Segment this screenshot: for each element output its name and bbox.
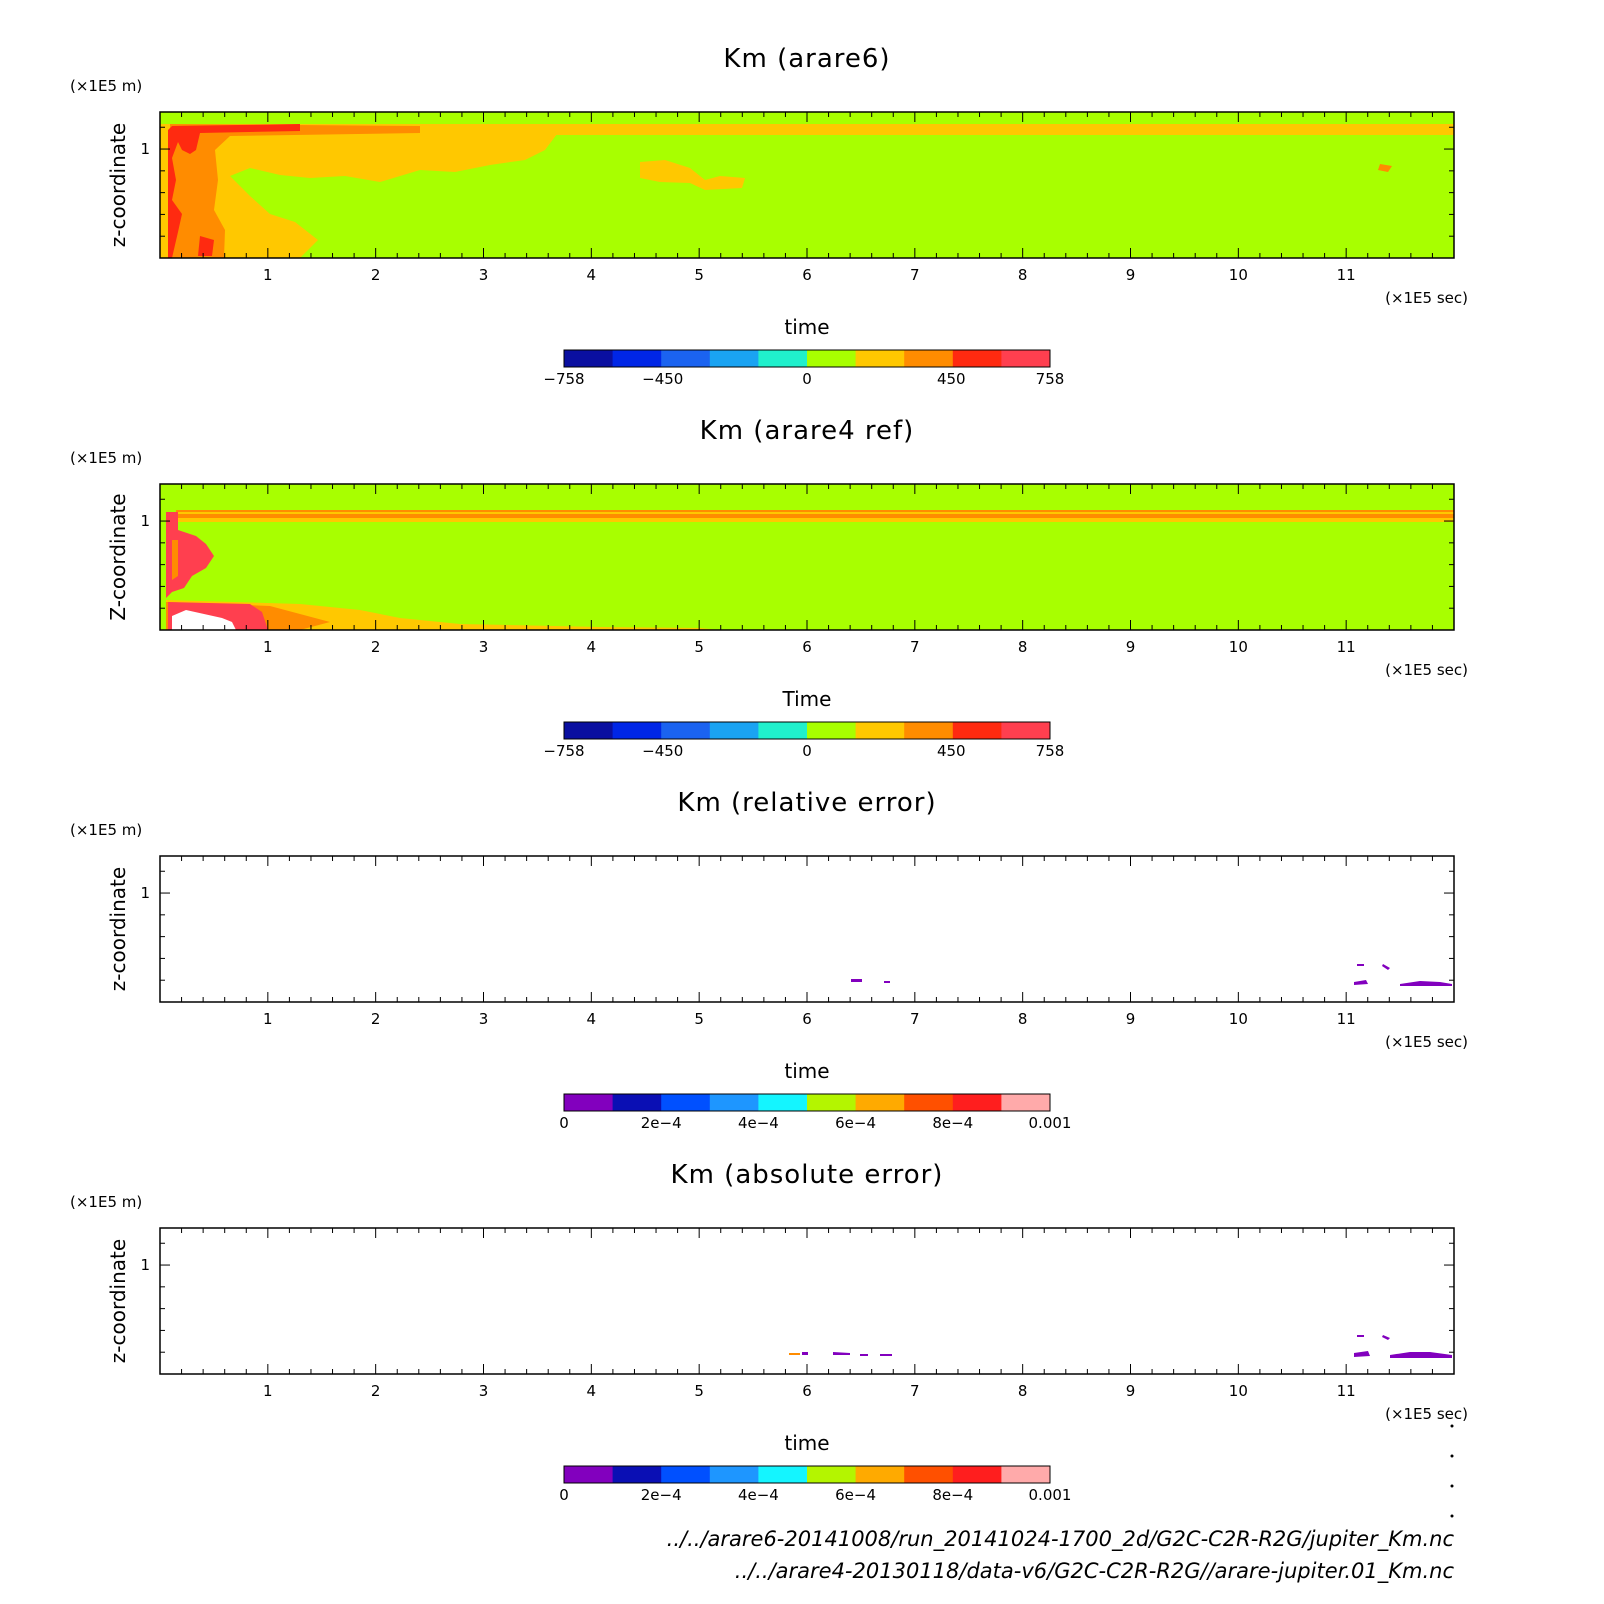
x-tick-label: 1 [263,1010,273,1028]
x-axis-label: time [784,315,830,339]
x-tick-label: 6 [802,638,812,656]
colorbar-tick-label: 758 [1035,742,1065,760]
colorbar-segment [661,1094,710,1111]
colorbar-segment [564,1094,613,1111]
x-tick-label: 2 [370,638,381,656]
y-tick-label: 1 [140,884,150,903]
colorbar-segment [564,722,613,739]
field-background [160,484,1454,630]
file-path-arare6: ../../arare6-20141008/run_20141024-1700_2d/G2C-C2R-R2G/jupiter_Km.nc [666,1527,1454,1551]
y-axis-label: z-coordinate [106,122,130,248]
x-tick-label: 10 [1228,266,1248,284]
colorbar-segment [613,1094,662,1111]
x-tick-label: 5 [694,1382,704,1400]
x-tick-label: 5 [694,1010,704,1028]
panel-arare4-ref [70,416,1468,760]
x-tick-label: 7 [910,266,920,284]
x-tick-label: 9 [1125,1382,1136,1400]
x-tick-label: 1 [263,638,273,656]
x-tick-label: 9 [1125,638,1136,656]
colorbar-segment [564,1466,613,1483]
colorbar-segment [613,350,662,367]
colorbar-tick-label: −758 [543,742,585,760]
x-unit-label: (×1E5 sec) [1385,1033,1468,1051]
colorbar-tick-label: 8e−4 [932,1114,974,1132]
colorbar [543,350,1064,388]
heatmap-field [160,484,1454,630]
x-tick-label: 1 [263,1382,273,1400]
colorbar-segment [953,1466,1002,1483]
colorbar-tick-label: 758 [1035,370,1065,388]
field-band-upper [176,510,1454,512]
y-tick-label: 1 [140,140,150,159]
y-unit-label: (×1E5 m) [70,1193,143,1211]
colorbar-tick-label: 450 [936,370,966,388]
x-tick-label: 8 [1017,266,1028,284]
x-tick-labels [263,1010,1356,1028]
x-tick-label: 10 [1228,638,1248,656]
colorbar-segment [710,1094,759,1111]
colorbar-tick-label: 0 [559,1486,569,1504]
colorbar-segment [1001,1466,1050,1483]
colorbar-tick-label: 0.001 [1028,1114,1072,1132]
heatmap-field [160,1228,1454,1374]
error-speck [1357,964,1364,966]
panel-absolute-error [70,1160,1468,1504]
colorbar-segment [564,350,613,367]
colorbar-segment [661,350,710,367]
y-tick-labels [140,884,150,902]
colorbar-segment [758,722,807,739]
x-tick-label: 5 [694,638,704,656]
x-unit-label: (×1E5 sec) [1385,289,1468,307]
heatmap-field [160,112,1454,258]
x-tick-label: 4 [586,266,597,284]
error-speck [1357,1335,1364,1337]
panel-title: Km (relative error) [677,788,937,818]
x-tick-label: 6 [802,266,812,284]
colorbar-segment [856,1466,905,1483]
y-axis-label: Z-coordinate [106,493,130,621]
colorbar-tick-label: −450 [642,742,684,760]
colorbar-segment [856,350,905,367]
colorbar-segment [710,350,759,367]
colorbar-tick-label: −450 [642,370,684,388]
x-tick-label: 9 [1125,1010,1136,1028]
x-tick-label: 8 [1017,1382,1028,1400]
x-tick-label: 11 [1336,266,1356,284]
colorbar-segment [807,722,856,739]
x-tick-label: 2 [370,266,381,284]
x-tick-label: 8 [1017,638,1028,656]
error-speck [802,1352,808,1355]
colorbar-segment [953,350,1002,367]
error-speck [860,1354,868,1356]
x-unit-label: (×1E5 sec) [1385,1405,1468,1423]
colorbar-tick-label: 4e−4 [737,1486,779,1504]
colorbar-tick-label: 4e−4 [737,1114,779,1132]
x-tick-label: 7 [910,1382,920,1400]
field-background [160,856,1454,1002]
colorbar-segment [807,1094,856,1111]
colorbar-tick-label: −758 [543,370,585,388]
stray-dot [1451,1425,1454,1428]
colorbar-segment [613,1466,662,1483]
colorbar-segment [710,1466,759,1483]
panel-arare6 [70,44,1468,388]
y-axis-label: z-coordinate [106,866,130,992]
colorbar-segment [758,1466,807,1483]
x-tick-labels [263,1382,1356,1400]
colorbar-segment [1001,722,1050,739]
x-tick-label: 7 [910,1010,920,1028]
panel-title: Km (arare6) [723,44,891,74]
error-speck [880,1354,892,1356]
colorbar-segment [710,722,759,739]
x-unit-label: (×1E5 sec) [1385,661,1468,679]
x-tick-labels [263,266,1356,284]
x-tick-label: 4 [586,1010,597,1028]
error-speck [789,1353,800,1355]
colorbar-tick-label: 8e−4 [932,1486,974,1504]
stray-dot [1451,1485,1454,1488]
y-tick-label: 1 [140,512,150,531]
colorbar-segment [807,350,856,367]
colorbar-tick-label: 0 [559,1114,569,1132]
field-band-darkorange [176,514,1454,518]
x-tick-label: 9 [1125,266,1136,284]
x-tick-label: 10 [1228,1010,1248,1028]
colorbar-segment [953,722,1002,739]
stray-dot [1451,1515,1454,1518]
colorbar-segment [904,1466,953,1483]
panel-relative-error [70,788,1468,1132]
colorbar-segment [904,722,953,739]
y-axis-label: z-coordinate [106,1238,130,1364]
y-unit-label: (×1E5 m) [70,821,143,839]
x-tick-label: 11 [1336,1010,1356,1028]
error-speck [884,981,890,983]
colorbar-segment [904,350,953,367]
y-tick-labels [140,512,150,530]
x-tick-label: 3 [478,1010,489,1028]
file-path-arare4: ../../arare4-20130118/data-v6/G2C-C2R-R2G//arare-jupiter.01_Km.nc [734,1559,1454,1583]
x-tick-label: 6 [802,1382,812,1400]
x-tick-label: 3 [478,1382,489,1400]
colorbar-tick-label: 450 [936,742,966,760]
heatmap-field [160,856,1454,1002]
x-tick-labels [263,638,1356,656]
x-axis-label: time [784,1431,830,1455]
x-tick-label: 4 [586,638,597,656]
x-tick-label: 3 [478,638,489,656]
y-tick-label: 1 [140,1256,150,1275]
colorbar-tick-label: 0.001 [1028,1486,1072,1504]
x-tick-label: 10 [1228,1382,1248,1400]
colorbar-tick-label: 0 [802,742,812,760]
colorbar-segment [953,1094,1002,1111]
y-unit-label: (×1E5 m) [70,449,143,467]
x-tick-label: 11 [1336,638,1356,656]
x-tick-label: 7 [910,638,920,656]
x-tick-label: 8 [1017,1010,1028,1028]
colorbar [559,1094,1071,1132]
colorbar-tick-label: 2e−4 [640,1114,682,1132]
colorbar-segment [807,1466,856,1483]
panel-title: Km (absolute error) [670,1160,944,1190]
x-axis-label: Time [782,687,832,711]
x-tick-label: 4 [586,1382,597,1400]
y-tick-labels [140,1256,150,1274]
colorbar-segment [856,1094,905,1111]
colorbar-segment [1001,350,1050,367]
colorbar-tick-label: 6e−4 [835,1114,877,1132]
colorbar-segment [661,1466,710,1483]
x-tick-label: 11 [1336,1382,1356,1400]
x-tick-label: 2 [370,1010,381,1028]
colorbar-tick-label: 6e−4 [835,1486,877,1504]
colorbar-segment [758,1094,807,1111]
colorbar-tick-label: 0 [802,370,812,388]
colorbar-segment [1001,1094,1050,1111]
x-tick-label: 3 [478,266,489,284]
colorbar [559,1466,1071,1504]
stray-dot [1451,1455,1454,1458]
field-region-orange-cluster [172,540,178,580]
error-speck [851,979,862,982]
y-tick-labels [140,140,150,158]
colorbar-tick-label: 2e−4 [640,1486,682,1504]
colorbar-segment [661,722,710,739]
colorbar-segment [856,722,905,739]
x-axis-label: time [784,1059,830,1083]
x-tick-label: 6 [802,1010,812,1028]
y-unit-label: (×1E5 m) [70,77,143,95]
colorbar-segment [613,722,662,739]
x-tick-label: 1 [263,266,273,284]
colorbar-segment [904,1094,953,1111]
colorbar-segment [758,350,807,367]
panel-title: Km (arare4 ref) [699,416,915,446]
x-tick-label: 2 [370,1382,381,1400]
colorbar [543,722,1064,760]
x-tick-label: 5 [694,266,704,284]
